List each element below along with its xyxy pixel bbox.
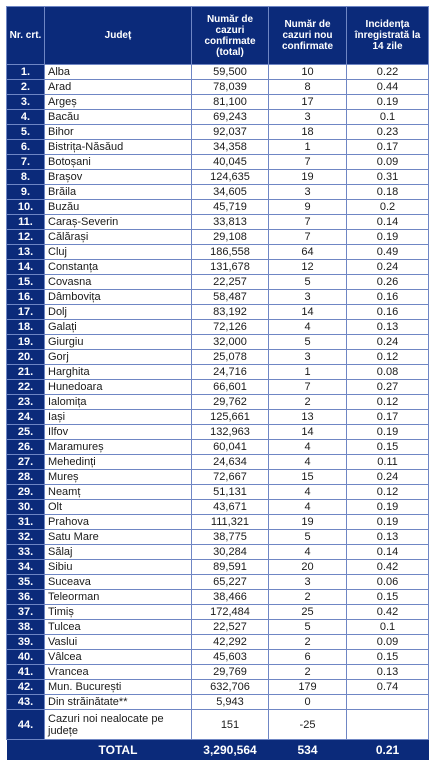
row-number: 5.: [7, 125, 45, 140]
incidence-14-days: 0.13: [347, 665, 429, 680]
new-cases: 2: [269, 635, 347, 650]
new-cases: 7: [269, 155, 347, 170]
confirmed-total: 151: [192, 710, 269, 740]
confirmed-total: 58,487: [192, 290, 269, 305]
county-name: Hunedoara: [45, 380, 192, 395]
table-row: [7, 215, 429, 230]
confirmed-total: 59,500: [192, 65, 269, 80]
incidence-14-days: 0.09: [347, 635, 429, 650]
new-cases: -25: [269, 710, 347, 740]
new-cases: 12: [269, 260, 347, 275]
new-cases: 1: [269, 140, 347, 155]
row-number: 37.: [7, 605, 45, 620]
confirmed-total: 72,126: [192, 320, 269, 335]
county-name: Din străinătate**: [45, 695, 192, 710]
confirmed-total: 81,100: [192, 95, 269, 110]
new-cases: 4: [269, 485, 347, 500]
incidence-14-days: 0.16: [347, 305, 429, 320]
county-name: Giurgiu: [45, 335, 192, 350]
county-name: Vaslui: [45, 635, 192, 650]
row-number: 41.: [7, 665, 45, 680]
row-number: 6.: [7, 140, 45, 155]
county-name: Harghita: [45, 365, 192, 380]
table-row: [7, 650, 429, 665]
county-name: Argeș: [45, 95, 192, 110]
table-row: [7, 200, 429, 215]
row-number: 12.: [7, 230, 45, 245]
table-row: [7, 335, 429, 350]
incidence-14-days: 0.15: [347, 650, 429, 665]
total-new-cases: 534: [269, 740, 347, 760]
row-number: 18.: [7, 320, 45, 335]
table-row: [7, 695, 429, 710]
confirmed-total: 30,284: [192, 545, 269, 560]
county-name: Vâlcea: [45, 650, 192, 665]
incidence-14-days: [347, 710, 429, 740]
table-row: [7, 395, 429, 410]
row-number: 14.: [7, 260, 45, 275]
incidence-14-days: 0.14: [347, 215, 429, 230]
confirmed-total: 89,591: [192, 560, 269, 575]
incidence-14-days: 0.19: [347, 95, 429, 110]
county-name: Arad: [45, 80, 192, 95]
total-cases: 3,290,564: [192, 740, 269, 760]
confirmed-total: 22,257: [192, 275, 269, 290]
county-name: Mehedinți: [45, 455, 192, 470]
row-number: 44.: [7, 710, 45, 740]
confirmed-total: 111,321: [192, 515, 269, 530]
incidence-14-days: 0.12: [347, 350, 429, 365]
cases-table: [6, 6, 429, 760]
county-name: Timiș: [45, 605, 192, 620]
row-number: 3.: [7, 95, 45, 110]
row-number: 38.: [7, 620, 45, 635]
row-number: 43.: [7, 695, 45, 710]
new-cases: 9: [269, 200, 347, 215]
row-number: 27.: [7, 455, 45, 470]
table-row: [7, 620, 429, 635]
incidence-14-days: 0.13: [347, 530, 429, 545]
county-name: Tulcea: [45, 620, 192, 635]
confirmed-total: 22,527: [192, 620, 269, 635]
table-row: [7, 110, 429, 125]
incidence-14-days: 0.12: [347, 395, 429, 410]
row-number: 15.: [7, 275, 45, 290]
incidence-14-days: 0.19: [347, 500, 429, 515]
new-cases: 7: [269, 215, 347, 230]
row-number: 30.: [7, 500, 45, 515]
table-row: [7, 680, 429, 695]
confirmed-total: 72,667: [192, 470, 269, 485]
header-incidenta: Incidența înregistrată la 14 zile: [347, 7, 429, 65]
county-name: Vrancea: [45, 665, 192, 680]
confirmed-total: 40,045: [192, 155, 269, 170]
row-number: 2.: [7, 80, 45, 95]
county-name: Ialomița: [45, 395, 192, 410]
confirmed-total: 51,131: [192, 485, 269, 500]
confirmed-total: 25,078: [192, 350, 269, 365]
row-number: 8.: [7, 170, 45, 185]
row-number: 40.: [7, 650, 45, 665]
table-row: [7, 455, 429, 470]
new-cases: 20: [269, 560, 347, 575]
incidence-14-days: 0.17: [347, 410, 429, 425]
incidence-14-days: 0.42: [347, 560, 429, 575]
table-row: [7, 155, 429, 170]
table-row: [7, 170, 429, 185]
table-row: [7, 230, 429, 245]
confirmed-total: 5,943: [192, 695, 269, 710]
incidence-14-days: 0.44: [347, 80, 429, 95]
new-cases: 15: [269, 470, 347, 485]
new-cases: 7: [269, 230, 347, 245]
new-cases: 10: [269, 65, 347, 80]
confirmed-total: 34,358: [192, 140, 269, 155]
table-row: [7, 425, 429, 440]
confirmed-total: 124,635: [192, 170, 269, 185]
row-number: 11.: [7, 215, 45, 230]
incidence-14-days: 0.16: [347, 290, 429, 305]
confirmed-total: 29,108: [192, 230, 269, 245]
row-number: 32.: [7, 530, 45, 545]
table-row: [7, 635, 429, 650]
header-row: [7, 7, 429, 65]
table-container: [6, 6, 429, 760]
incidence-14-days: 0.24: [347, 260, 429, 275]
confirmed-total: 32,000: [192, 335, 269, 350]
table-row: [7, 665, 429, 680]
new-cases: 179: [269, 680, 347, 695]
incidence-14-days: 0.12: [347, 485, 429, 500]
table-row: [7, 545, 429, 560]
table-row: [7, 260, 429, 275]
row-number: 16.: [7, 290, 45, 305]
new-cases: 4: [269, 320, 347, 335]
table-row: [7, 185, 429, 200]
total-label: TOTAL: [45, 740, 192, 760]
county-name: Brașov: [45, 170, 192, 185]
incidence-14-days: 0.13: [347, 320, 429, 335]
county-name: Iași: [45, 410, 192, 425]
row-number: 26.: [7, 440, 45, 455]
new-cases: 5: [269, 275, 347, 290]
table-row: [7, 710, 429, 740]
table-row: [7, 65, 429, 80]
incidence-14-days: 0.24: [347, 335, 429, 350]
new-cases: 1: [269, 365, 347, 380]
confirmed-total: 60,041: [192, 440, 269, 455]
county-name: Gorj: [45, 350, 192, 365]
new-cases: 5: [269, 620, 347, 635]
row-number: 28.: [7, 470, 45, 485]
incidence-14-days: 0.42: [347, 605, 429, 620]
incidence-14-days: 0.11: [347, 455, 429, 470]
row-number: 21.: [7, 365, 45, 380]
county-name: Ilfov: [45, 425, 192, 440]
row-number: 9.: [7, 185, 45, 200]
confirmed-total: 172,484: [192, 605, 269, 620]
new-cases: 3: [269, 290, 347, 305]
county-name: Mun. București: [45, 680, 192, 695]
new-cases: 4: [269, 500, 347, 515]
confirmed-total: 29,762: [192, 395, 269, 410]
table-row: [7, 95, 429, 110]
county-name: Botoșani: [45, 155, 192, 170]
county-name: Prahova: [45, 515, 192, 530]
incidence-14-days: 0.17: [347, 140, 429, 155]
new-cases: 2: [269, 590, 347, 605]
row-number: 35.: [7, 575, 45, 590]
header-total: Număr de cazuri confirmate (total): [192, 7, 269, 65]
new-cases: 13: [269, 410, 347, 425]
confirmed-total: 33,813: [192, 215, 269, 230]
county-name: Teleorman: [45, 590, 192, 605]
confirmed-total: 24,716: [192, 365, 269, 380]
new-cases: 5: [269, 530, 347, 545]
county-name: Constanța: [45, 260, 192, 275]
row-number: 33.: [7, 545, 45, 560]
incidence-14-days: 0.1: [347, 110, 429, 125]
new-cases: 2: [269, 395, 347, 410]
confirmed-total: 66,601: [192, 380, 269, 395]
incidence-14-days: [347, 695, 429, 710]
confirmed-total: 38,466: [192, 590, 269, 605]
confirmed-total: 45,719: [192, 200, 269, 215]
row-number: 42.: [7, 680, 45, 695]
county-name: Dolj: [45, 305, 192, 320]
row-number: 25.: [7, 425, 45, 440]
county-name: Suceava: [45, 575, 192, 590]
new-cases: 3: [269, 575, 347, 590]
table-row: [7, 485, 429, 500]
row-number: 34.: [7, 560, 45, 575]
row-number: 29.: [7, 485, 45, 500]
incidence-14-days: 0.22: [347, 65, 429, 80]
county-name: Dâmbovița: [45, 290, 192, 305]
row-number: 39.: [7, 635, 45, 650]
table-header: [7, 7, 429, 65]
county-name: Cluj: [45, 245, 192, 260]
row-number: 10.: [7, 200, 45, 215]
table-row: [7, 410, 429, 425]
header-judet: Județ: [45, 7, 192, 65]
new-cases: 6: [269, 650, 347, 665]
table-row: [7, 140, 429, 155]
new-cases: 0: [269, 695, 347, 710]
header-noi: Număr de cazuri nou confirmate: [269, 7, 347, 65]
table-row: [7, 245, 429, 260]
confirmed-total: 38,775: [192, 530, 269, 545]
confirmed-total: 45,603: [192, 650, 269, 665]
county-name: Călărași: [45, 230, 192, 245]
row-number: 17.: [7, 305, 45, 320]
confirmed-total: 34,605: [192, 185, 269, 200]
row-number: 24.: [7, 410, 45, 425]
county-name: Olt: [45, 500, 192, 515]
incidence-14-days: 0.19: [347, 425, 429, 440]
county-name: Mureș: [45, 470, 192, 485]
confirmed-total: 186,558: [192, 245, 269, 260]
county-name: Bacău: [45, 110, 192, 125]
new-cases: 25: [269, 605, 347, 620]
header-nr: Nr. crt.: [7, 7, 45, 65]
new-cases: 64: [269, 245, 347, 260]
county-name: Brăila: [45, 185, 192, 200]
new-cases: 14: [269, 425, 347, 440]
county-name: Sălaj: [45, 545, 192, 560]
county-name: Maramureș: [45, 440, 192, 455]
new-cases: 14: [269, 305, 347, 320]
new-cases: 19: [269, 170, 347, 185]
new-cases: 2: [269, 665, 347, 680]
table-body: [7, 65, 429, 740]
table-row: [7, 590, 429, 605]
table-row: [7, 500, 429, 515]
new-cases: 3: [269, 350, 347, 365]
incidence-14-days: 0.14: [347, 545, 429, 560]
confirmed-total: 29,769: [192, 665, 269, 680]
county-name: Galați: [45, 320, 192, 335]
table-row: [7, 305, 429, 320]
row-number: 23.: [7, 395, 45, 410]
new-cases: 17: [269, 95, 347, 110]
row-number: 22.: [7, 380, 45, 395]
table-row: [7, 515, 429, 530]
confirmed-total: 42,292: [192, 635, 269, 650]
incidence-14-days: 0.15: [347, 590, 429, 605]
table-row: [7, 290, 429, 305]
new-cases: 3: [269, 110, 347, 125]
county-name: Sibiu: [45, 560, 192, 575]
incidence-14-days: 0.18: [347, 185, 429, 200]
table-row: [7, 320, 429, 335]
county-name: Cazuri noi nealocate pe județe: [45, 710, 192, 740]
row-number: 31.: [7, 515, 45, 530]
new-cases: 18: [269, 125, 347, 140]
table-row: [7, 575, 429, 590]
confirmed-total: 83,192: [192, 305, 269, 320]
county-name: Caraș-Severin: [45, 215, 192, 230]
incidence-14-days: 0.24: [347, 470, 429, 485]
incidence-14-days: 0.31: [347, 170, 429, 185]
row-number: 4.: [7, 110, 45, 125]
confirmed-total: 43,671: [192, 500, 269, 515]
row-number: 1.: [7, 65, 45, 80]
new-cases: 4: [269, 545, 347, 560]
table-row: [7, 275, 429, 290]
confirmed-total: 78,039: [192, 80, 269, 95]
incidence-14-days: 0.19: [347, 230, 429, 245]
row-number: 36.: [7, 590, 45, 605]
row-number: 20.: [7, 350, 45, 365]
incidence-14-days: 0.23: [347, 125, 429, 140]
table-row: [7, 350, 429, 365]
county-name: Satu Mare: [45, 530, 192, 545]
row-number: 7.: [7, 155, 45, 170]
table-row: [7, 605, 429, 620]
new-cases: 3: [269, 185, 347, 200]
county-name: Neamț: [45, 485, 192, 500]
table-row: [7, 470, 429, 485]
confirmed-total: 69,243: [192, 110, 269, 125]
table-row: [7, 560, 429, 575]
county-name: Covasna: [45, 275, 192, 290]
county-name: Buzău: [45, 200, 192, 215]
incidence-14-days: 0.27: [347, 380, 429, 395]
incidence-14-days: 0.2: [347, 200, 429, 215]
incidence-14-days: 0.15: [347, 440, 429, 455]
new-cases: 8: [269, 80, 347, 95]
new-cases: 4: [269, 440, 347, 455]
row-number: 13.: [7, 245, 45, 260]
incidence-14-days: 0.74: [347, 680, 429, 695]
new-cases: 5: [269, 335, 347, 350]
county-name: Alba: [45, 65, 192, 80]
table-row: [7, 380, 429, 395]
confirmed-total: 132,963: [192, 425, 269, 440]
incidence-14-days: 0.06: [347, 575, 429, 590]
county-name: Bistrița-Năsăud: [45, 140, 192, 155]
table-row: [7, 125, 429, 140]
confirmed-total: 632,706: [192, 680, 269, 695]
new-cases: 19: [269, 515, 347, 530]
incidence-14-days: 0.09: [347, 155, 429, 170]
county-name: Bihor: [45, 125, 192, 140]
confirmed-total: 92,037: [192, 125, 269, 140]
table-row: [7, 440, 429, 455]
confirmed-total: 131,678: [192, 260, 269, 275]
incidence-14-days: 0.1: [347, 620, 429, 635]
total-incidence: 0.21: [347, 740, 429, 760]
incidence-14-days: 0.49: [347, 245, 429, 260]
new-cases: 4: [269, 455, 347, 470]
incidence-14-days: 0.08: [347, 365, 429, 380]
table-row: [7, 530, 429, 545]
confirmed-total: 24,634: [192, 455, 269, 470]
table-row: [7, 365, 429, 380]
confirmed-total: 65,227: [192, 575, 269, 590]
table-row: [7, 80, 429, 95]
new-cases: 7: [269, 380, 347, 395]
confirmed-total: 125,661: [192, 410, 269, 425]
incidence-14-days: 0.26: [347, 275, 429, 290]
row-number: 19.: [7, 335, 45, 350]
incidence-14-days: 0.19: [347, 515, 429, 530]
